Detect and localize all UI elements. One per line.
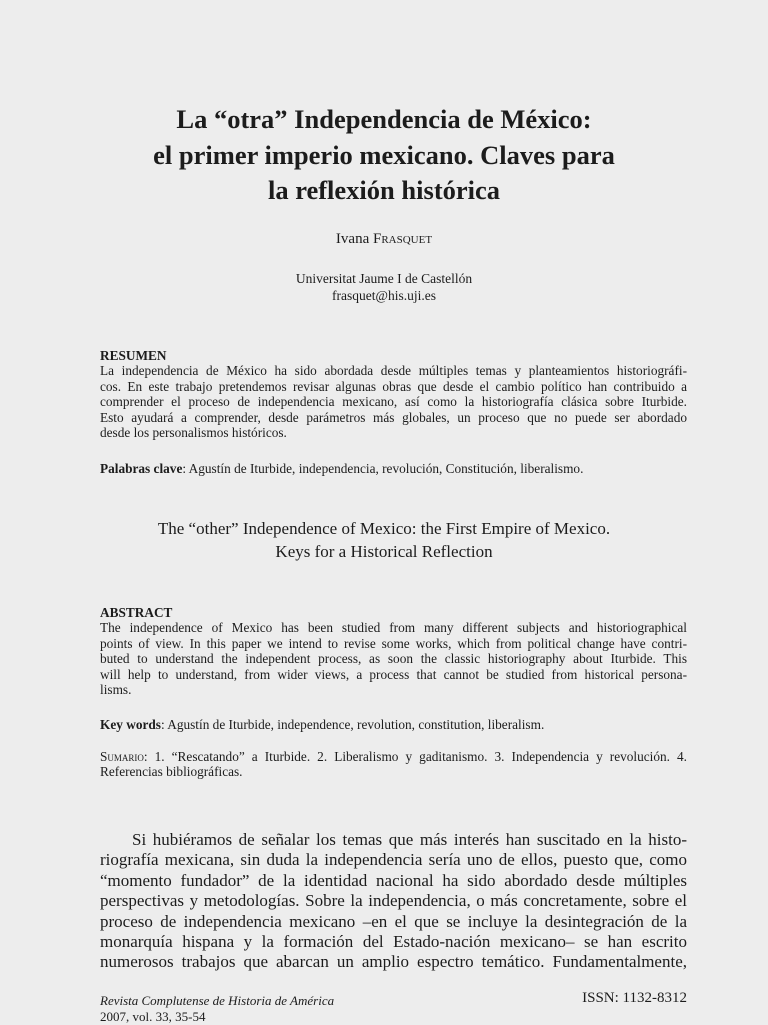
resumen-section (100, 348, 687, 440)
body-line: numerosos trabajos que abarcan un amplio espectro temático. Fundamentalmente, (100, 952, 687, 972)
english-title-line: Keys for a Historical Reflection (275, 542, 493, 561)
sumario-line: Referencias bibliográficas. (100, 764, 243, 780)
author-first-name: Ivana (335, 231, 370, 247)
sumario-line: : 1. “Rescatando” a Iturbide. 2. Liberalismo y gaditanismo. 3. Independencia y revolución. 4. (143, 749, 687, 764)
resumen-line: desde los personalismos históricos. (100, 425, 287, 441)
key-words (100, 717, 687, 732)
resumen-heading: RESUMEN (100, 348, 167, 363)
resumen-line: cos. En este trabajo pretendemos revisar algunas obras que desde el cambio político han contribuido a (100, 378, 687, 394)
footer-citation (100, 993, 334, 1025)
body-line: “momento fundador” de la identidad nacional ha sido abordado desde múltiples (100, 870, 687, 890)
affiliation-email: frasquet@his.uji.es (332, 288, 436, 303)
abstract-line: buted to understand the independent process, as soon the classic historiography about Iturbide. This (100, 651, 687, 667)
affiliation-institution: Universitat Jaume I de Castellón (295, 271, 473, 286)
palabras-clave (100, 461, 687, 476)
palabras-clave-label: Palabras clave (100, 461, 183, 476)
resumen-line: La independencia de México ha sido abordada desde múltiples temas y planteamientos historiográfi- (100, 363, 687, 379)
body-line: Si hubiéramos de señalar los temas que más interés han suscitado en la histo- (132, 830, 687, 849)
sumario (100, 749, 687, 780)
footer-journal: Revista Complutense de Historia de América (100, 993, 335, 1008)
sumario-label: Sumario (100, 749, 144, 764)
abstract-line: The independence of Mexico has been studied from many different subjects and historiographical (100, 620, 687, 636)
palabras-clave-text: : Agustín de Iturbide, independencia, revolución, Constitución, liberalismo. (182, 461, 584, 476)
author-name (0, 231, 768, 248)
author-last-name: Frasquet (372, 231, 433, 247)
footer-volume: 2007, vol. 33, 35-54 (100, 1009, 206, 1024)
body-line: proceso de independencia mexicano –en el que se incluye la desintegración de la (100, 911, 687, 931)
resumen-line: Esto ayudará a comprender, desde parámetros más globales, un proceso que no puede ser abordado (100, 409, 687, 425)
body-paragraph (100, 830, 687, 973)
abstract-line: points of view. In this paper we intend to revise some works, which from political change have contri- (100, 635, 687, 651)
title-line: la reflexión histórica (267, 175, 501, 205)
footer-issn: ISSN: 1132-8312 (582, 990, 687, 1006)
abstract-line: will help to understand, from wider views, a process that cannot be studied from historical persona- (100, 666, 687, 682)
affiliation (0, 270, 768, 304)
body-line: perspectivas y metodologías. Sobre la independencia, o más concretamente, sobre el (100, 891, 687, 911)
title-line: La “otra” Independencia de México: (176, 104, 592, 134)
english-title (0, 517, 768, 563)
key-words-text: : Agustín de Iturbide, independence, revolution, constitution, liberalism. (160, 717, 545, 732)
abstract-heading: ABSTRACT (100, 605, 173, 620)
article-title (100, 102, 668, 209)
english-title-line: The “other” Independence of Mexico: the First Empire of Mexico. (157, 519, 611, 538)
abstract-line: lisms. (100, 682, 132, 698)
title-line: el primer imperio mexicano. Claves para (153, 139, 615, 170)
body-line: monarquía hispana y la formación del Estado-nación mexicano– se han escrito (100, 932, 687, 952)
body-line: riografía mexicana, sin duda la independencia sería uno de ellos, puesto que, como (100, 850, 687, 870)
resumen-line: comprender el proceso de independencia mexicano, así como la historiografía clásica sobre Iturbide. (100, 394, 687, 410)
abstract-section (100, 605, 687, 697)
key-words-label: Key words (100, 717, 161, 732)
